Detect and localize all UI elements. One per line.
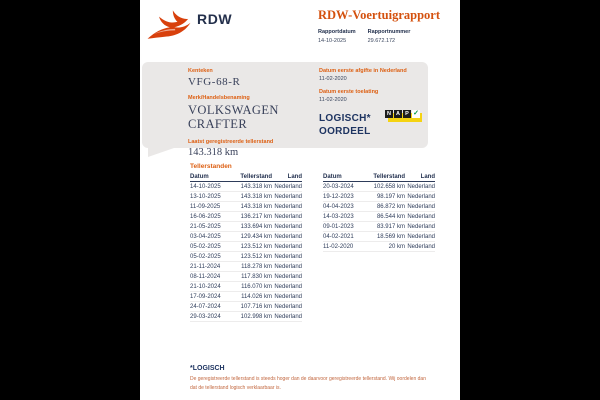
- cell-datum: 24-07-2024: [190, 304, 221, 310]
- page-title: RDW-Voertuigrapport: [318, 8, 440, 22]
- cell-datum: 09-01-2023: [323, 224, 354, 230]
- table-row: [323, 232, 435, 242]
- table-row: [190, 282, 302, 292]
- cell-land: Nederland: [407, 194, 435, 200]
- table-row: [190, 192, 302, 202]
- table-row: [190, 202, 302, 212]
- cell-tellerstand: 18.569 km: [376, 234, 405, 240]
- tellerstanden-table-left: [190, 172, 302, 322]
- cell-tellerstand: 118.278 km: [241, 264, 272, 270]
- kenteken-value: VFG-68-R: [188, 76, 241, 88]
- table-row: [190, 262, 302, 272]
- table-header-row: [323, 172, 435, 182]
- model-value: CRAFTER: [188, 117, 248, 131]
- nap-check-icon: ✓: [413, 110, 419, 117]
- cell-land: Nederland: [274, 244, 302, 250]
- column-header: Land: [287, 174, 302, 180]
- table-row: [190, 212, 302, 222]
- table-row: [323, 212, 435, 222]
- vehicle-info-box: [142, 62, 428, 158]
- nap-letter-a: A: [394, 110, 402, 118]
- table-row: [190, 302, 302, 312]
- cell-datum: 16-06-2025: [190, 214, 221, 220]
- cell-datum: 08-11-2024: [190, 274, 221, 280]
- table-row: [190, 222, 302, 232]
- cell-datum: 13-10-2025: [190, 194, 221, 200]
- cell-datum: 21-10-2024: [190, 284, 221, 290]
- nap-logo: [385, 110, 420, 122]
- merk-value-group: [188, 103, 279, 131]
- footnote-line1: De geregistreerde tellerstand is steeds hoger dan de daarvoor geregistreerde tellerstand. Wij oordelen dan: [190, 376, 426, 382]
- cell-datum: 14-03-2023: [323, 214, 354, 220]
- cell-tellerstand: 136.217 km: [240, 214, 272, 220]
- cell-tellerstand: 143.318 km: [240, 194, 272, 200]
- cell-tellerstand: 86.544 km: [376, 214, 405, 220]
- cell-tellerstand: 86.872 km: [376, 204, 405, 210]
- column-header: Datum: [323, 174, 342, 180]
- cell-land: Nederland: [274, 274, 302, 280]
- cell-datum: 19-12-2023: [323, 194, 354, 200]
- oordeel-line2: OORDEEL: [319, 126, 371, 137]
- table-row: [323, 192, 435, 202]
- cell-land: Nederland: [407, 204, 435, 210]
- table-row: [190, 252, 302, 262]
- oordeel-line1: LOGISCH*: [319, 113, 371, 124]
- footnote-title: *LOGISCH: [190, 365, 225, 372]
- cell-tellerstand: 114.026 km: [241, 294, 272, 300]
- logisch-footnote: [190, 365, 452, 392]
- afgifte-value: 11-02-2020: [319, 76, 347, 82]
- rdw-wordmark: RDW: [197, 11, 233, 27]
- report-date-value: 14-10-2025: [318, 38, 347, 44]
- cell-datum: 21-11-2024: [190, 264, 221, 270]
- cell-land: Nederland: [274, 184, 302, 190]
- cell-tellerstand: 133.694 km: [240, 224, 272, 230]
- nap-letter-p: P: [403, 110, 411, 118]
- cell-tellerstand: 123.512 km: [240, 244, 272, 250]
- nap-letter-n: N: [385, 110, 393, 118]
- cell-datum: 03-04-2025: [190, 234, 221, 240]
- table-header-row: [190, 172, 302, 182]
- cell-land: Nederland: [274, 304, 302, 310]
- cell-land: Nederland: [274, 264, 302, 270]
- column-header: Land: [420, 174, 435, 180]
- afgifte-label: Datum eerste afgifte in Nederland: [319, 68, 407, 74]
- column-header: Tellerstand: [240, 174, 272, 180]
- cell-land: Nederland: [274, 234, 302, 240]
- cell-datum: 11-02-2020: [323, 244, 354, 250]
- toelating-value: 11-02-2020: [319, 97, 347, 103]
- cell-tellerstand: 143.318 km: [240, 184, 272, 190]
- table-row: [323, 182, 435, 192]
- report-date-group: [318, 29, 356, 44]
- cell-tellerstand: 98.197 km: [376, 194, 405, 200]
- cell-tellerstand: 20 km: [388, 244, 405, 250]
- table-row: [323, 202, 435, 212]
- cell-datum: 05-02-2025: [190, 244, 221, 250]
- table-row: [190, 232, 302, 242]
- cell-tellerstand: 83.917 km: [376, 224, 405, 230]
- cell-tellerstand: 117.830 km: [241, 274, 272, 280]
- cell-tellerstand: 116.070 km: [241, 284, 272, 290]
- report-meta: [318, 29, 410, 44]
- toelating-label: Datum eerste toelating: [319, 89, 379, 95]
- cell-datum: 29-03-2024: [190, 314, 221, 320]
- merk-label: Merk/Handelsbenaming: [188, 95, 250, 101]
- table-row: [190, 182, 302, 192]
- info-box-tail: [148, 148, 174, 157]
- cell-land: Nederland: [407, 224, 435, 230]
- cell-land: Nederland: [274, 224, 302, 230]
- report-number-label: Rapportnummer: [367, 29, 411, 35]
- cell-datum: 05-02-2025: [190, 254, 221, 260]
- cell-tellerstand: 102.998 km: [240, 314, 272, 320]
- cell-land: Nederland: [274, 214, 302, 220]
- cell-tellerstand: 143.318 km: [240, 204, 272, 210]
- cell-tellerstand: 102.658 km: [373, 184, 405, 190]
- column-header: Tellerstand: [373, 174, 405, 180]
- tellerstand-value: 143.318 km: [188, 147, 239, 158]
- cell-tellerstand: 123.512 km: [240, 254, 272, 260]
- cell-datum: 11-09-2025: [190, 204, 221, 210]
- cell-datum: 21-05-2025: [190, 224, 221, 230]
- cell-land: Nederland: [407, 234, 435, 240]
- tellerstanden-section-title: Tellerstanden: [190, 163, 232, 170]
- footnote-line2: dat de tellerstand logisch verklaarbaar is.: [190, 384, 281, 391]
- cell-land: Nederland: [407, 244, 435, 250]
- rdw-logo-icon: [146, 7, 192, 43]
- vehicle-info-right: [319, 68, 425, 138]
- cell-land: Nederland: [274, 254, 302, 260]
- report-date-label: Rapportdatum: [318, 29, 356, 35]
- cell-land: Nederland: [274, 314, 302, 320]
- table-row: [190, 292, 302, 302]
- table-row: [323, 242, 435, 252]
- column-header: Datum: [190, 174, 209, 180]
- cell-land: Nederland: [274, 204, 302, 210]
- cell-datum: 04-04-2023: [323, 204, 354, 210]
- merk-value: VOLKSWAGEN: [188, 103, 279, 117]
- vehicle-info-left: [188, 68, 279, 158]
- report-page: [140, 0, 460, 400]
- cell-land: Nederland: [407, 214, 435, 220]
- cell-tellerstand: 107.716 km: [240, 304, 272, 310]
- table-row: [190, 312, 302, 322]
- cell-land: Nederland: [274, 294, 302, 300]
- cell-datum: 14-10-2025: [190, 184, 221, 190]
- cell-datum: 04-02-2021: [323, 234, 354, 240]
- cell-land: Nederland: [274, 284, 302, 290]
- table-row: [190, 242, 302, 252]
- table-row: [323, 222, 435, 232]
- cell-land: Nederland: [407, 184, 435, 190]
- kenteken-label: Kenteken: [188, 68, 213, 74]
- tellerstand-label: Laatst geregistreerde tellerstand: [188, 139, 274, 145]
- report-number-value: 29.672.172: [367, 38, 396, 44]
- tellerstanden-table-right: [323, 172, 435, 252]
- table-row: [190, 272, 302, 282]
- cell-datum: 17-09-2024: [190, 294, 221, 300]
- cell-land: Nederland: [274, 194, 302, 200]
- cell-tellerstand: 129.434 km: [240, 234, 272, 240]
- report-number-group: [368, 29, 411, 44]
- cell-datum: 20-03-2024: [323, 184, 354, 190]
